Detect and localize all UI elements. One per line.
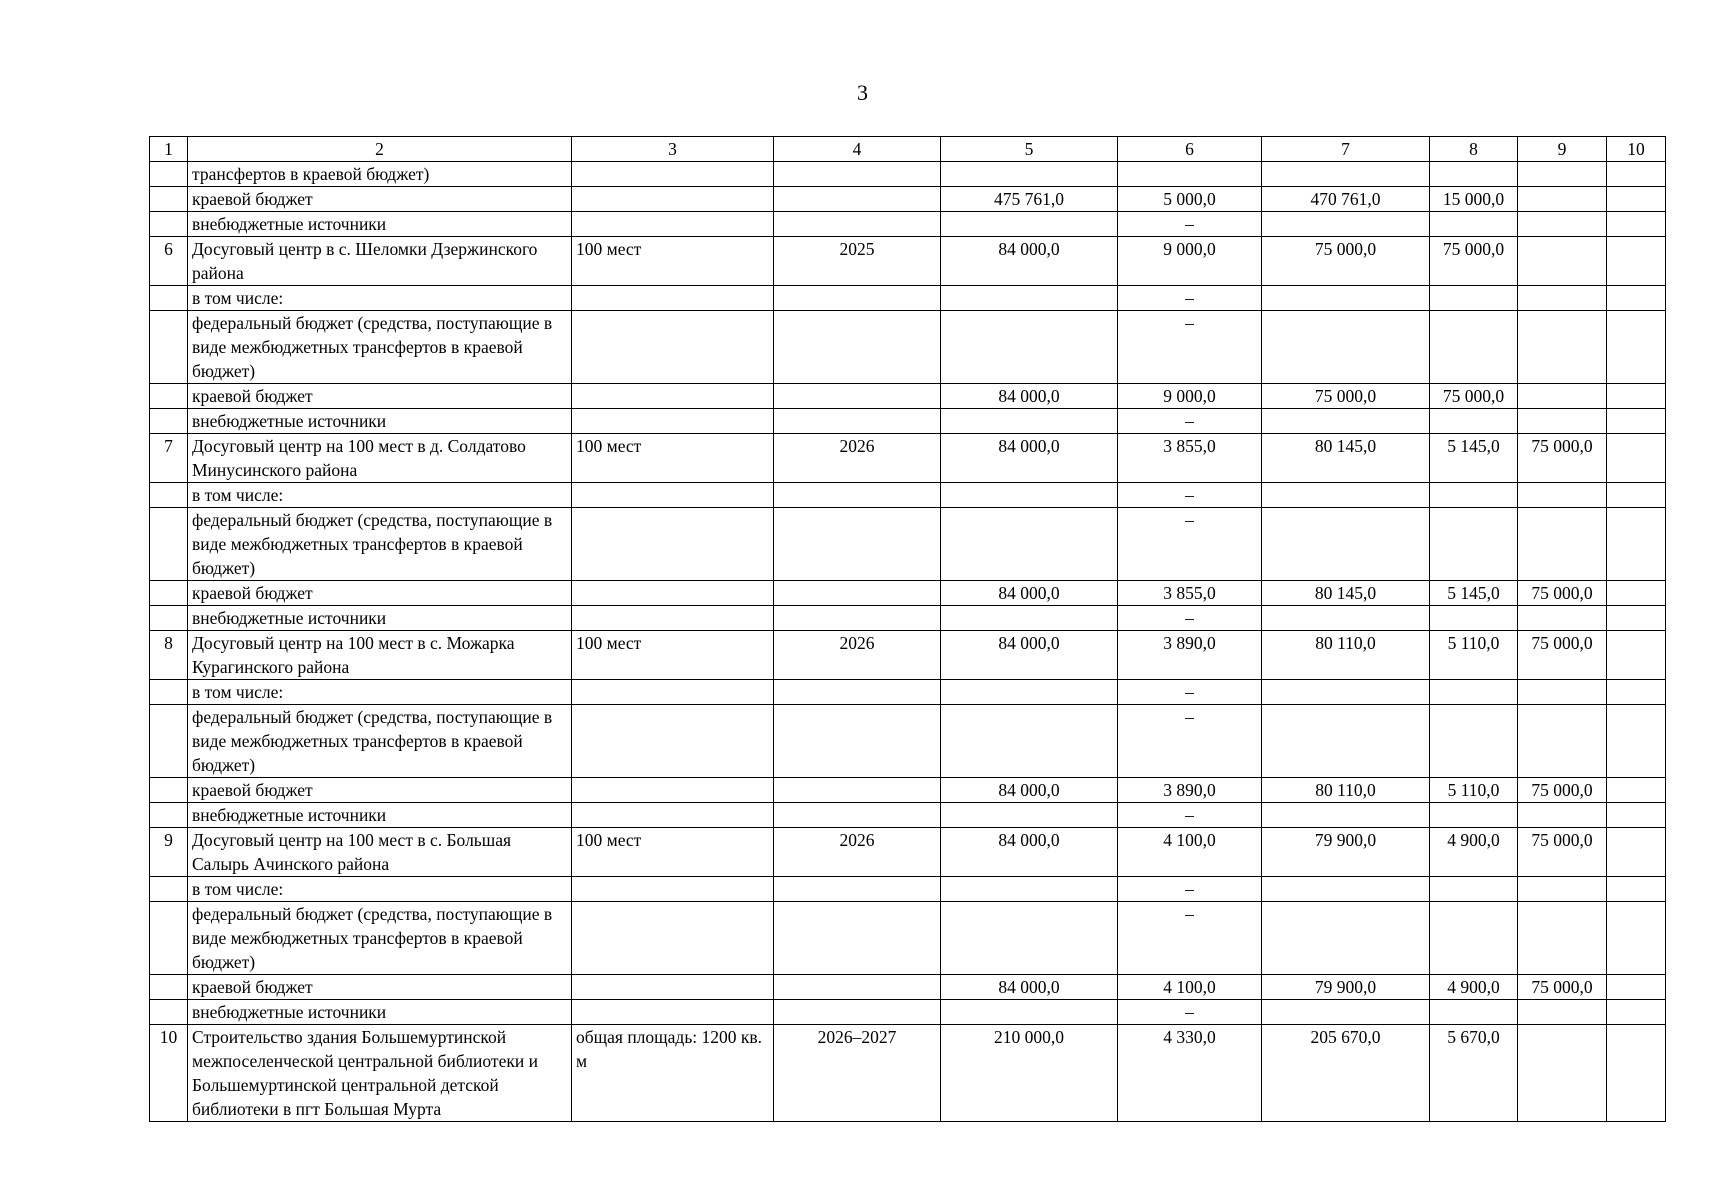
cell-c6: – (1118, 508, 1262, 581)
cell-c5 (941, 606, 1118, 631)
cell-c1 (150, 778, 188, 803)
cell-c3 (572, 162, 774, 187)
cell-c4 (774, 286, 941, 311)
cell-c10 (1607, 212, 1666, 237)
cell-c5 (941, 409, 1118, 434)
table-row (150, 631, 1666, 680)
cell-c10 (1607, 705, 1666, 778)
cell-c8 (1430, 286, 1518, 311)
cell-c10 (1607, 508, 1666, 581)
cell-c10 (1607, 1025, 1666, 1122)
cell-c4 (774, 902, 941, 975)
cell-c7 (1262, 606, 1430, 631)
cell-c2: в том числе: (188, 286, 572, 311)
table-row (150, 237, 1666, 286)
table-row (150, 680, 1666, 705)
cell-c9 (1518, 508, 1607, 581)
cell-c8 (1430, 483, 1518, 508)
cell-c9: 75 000,0 (1518, 778, 1607, 803)
cell-c6: – (1118, 409, 1262, 434)
cell-c5 (941, 162, 1118, 187)
cell-c5: 84 000,0 (941, 384, 1118, 409)
cell-c6: – (1118, 803, 1262, 828)
cell-c1 (150, 508, 188, 581)
cell-c10 (1607, 384, 1666, 409)
cell-c3 (572, 508, 774, 581)
header-cell-7: 7 (1262, 137, 1430, 162)
table-row (150, 705, 1666, 778)
cell-c2: трансфертов в краевой бюджет) (188, 162, 572, 187)
cell-c3 (572, 187, 774, 212)
cell-c7 (1262, 311, 1430, 384)
cell-c1 (150, 187, 188, 212)
cell-c7: 80 110,0 (1262, 778, 1430, 803)
cell-c10 (1607, 581, 1666, 606)
cell-c10 (1607, 434, 1666, 483)
cell-c4 (774, 803, 941, 828)
cell-c1 (150, 409, 188, 434)
table-row (150, 434, 1666, 483)
cell-c6: 9 000,0 (1118, 384, 1262, 409)
cell-c1 (150, 162, 188, 187)
cell-c8: 75 000,0 (1430, 384, 1518, 409)
cell-c3: 100 мест (572, 434, 774, 483)
cell-c2: федеральный бюджет (средства, поступающие в виде межбюджетных трансфертов в краевой бюджет) (188, 705, 572, 778)
cell-c3: 100 мест (572, 631, 774, 680)
cell-c8 (1430, 680, 1518, 705)
cell-c10 (1607, 902, 1666, 975)
cell-c3 (572, 877, 774, 902)
cell-c8 (1430, 705, 1518, 778)
table-row (150, 1000, 1666, 1025)
cell-c1 (150, 705, 188, 778)
cell-c10 (1607, 237, 1666, 286)
cell-c8 (1430, 162, 1518, 187)
cell-c3 (572, 975, 774, 1000)
cell-c4: 2026 (774, 828, 941, 877)
cell-c4 (774, 975, 941, 1000)
cell-c9 (1518, 483, 1607, 508)
cell-c4 (774, 877, 941, 902)
cell-c9 (1518, 286, 1607, 311)
cell-c3 (572, 606, 774, 631)
cell-c7 (1262, 212, 1430, 237)
cell-c1: 6 (150, 237, 188, 286)
page-number: 3 (857, 80, 868, 105)
cell-c5: 84 000,0 (941, 828, 1118, 877)
cell-c6: – (1118, 705, 1262, 778)
cell-c7 (1262, 902, 1430, 975)
cell-c9: 75 000,0 (1518, 434, 1607, 483)
cell-c8: 5 670,0 (1430, 1025, 1518, 1122)
cell-c10 (1607, 409, 1666, 434)
cell-c2: краевой бюджет (188, 384, 572, 409)
table-row (150, 508, 1666, 581)
cell-c7: 75 000,0 (1262, 384, 1430, 409)
cell-c3 (572, 1000, 774, 1025)
cell-c2: в том числе: (188, 877, 572, 902)
cell-c7: 80 145,0 (1262, 581, 1430, 606)
cell-c4 (774, 680, 941, 705)
cell-c2: краевой бюджет (188, 581, 572, 606)
cell-c4 (774, 212, 941, 237)
cell-c5 (941, 508, 1118, 581)
cell-c3 (572, 409, 774, 434)
cell-c3: 100 мест (572, 828, 774, 877)
cell-c7 (1262, 803, 1430, 828)
cell-c1 (150, 877, 188, 902)
cell-c2: Досуговый центр на 100 мест в с. Можарка Курагинского района (188, 631, 572, 680)
cell-c4 (774, 384, 941, 409)
cell-c5: 84 000,0 (941, 631, 1118, 680)
table-row (150, 483, 1666, 508)
cell-c10 (1607, 311, 1666, 384)
cell-c3: 100 мест (572, 237, 774, 286)
cell-c1 (150, 286, 188, 311)
cell-c3: общая площадь: 1200 кв. м (572, 1025, 774, 1122)
cell-c5: 84 000,0 (941, 581, 1118, 606)
table-row (150, 778, 1666, 803)
cell-c7: 79 900,0 (1262, 975, 1430, 1000)
cell-c6: – (1118, 311, 1262, 384)
cell-c8 (1430, 508, 1518, 581)
cell-c8 (1430, 877, 1518, 902)
table-row (150, 187, 1666, 212)
cell-c6: – (1118, 212, 1262, 237)
cell-c5 (941, 803, 1118, 828)
cell-c6 (1118, 162, 1262, 187)
cell-c3 (572, 680, 774, 705)
cell-c6: 3 855,0 (1118, 434, 1262, 483)
cell-c4 (774, 311, 941, 384)
cell-c6: – (1118, 902, 1262, 975)
cell-c3 (572, 902, 774, 975)
cell-c2: внебюджетные источники (188, 409, 572, 434)
cell-c2: внебюджетные источники (188, 606, 572, 631)
cell-c9 (1518, 237, 1607, 286)
table-row (150, 581, 1666, 606)
cell-c4 (774, 508, 941, 581)
cell-c1 (150, 212, 188, 237)
cell-c6: 4 100,0 (1118, 975, 1262, 1000)
cell-c8: 4 900,0 (1430, 828, 1518, 877)
cell-c6: – (1118, 606, 1262, 631)
table-row (150, 162, 1666, 187)
cell-c1 (150, 680, 188, 705)
cell-c5: 84 000,0 (941, 778, 1118, 803)
cell-c3 (572, 581, 774, 606)
header-cell-3: 3 (572, 137, 774, 162)
cell-c2: внебюджетные источники (188, 212, 572, 237)
cell-c10 (1607, 187, 1666, 212)
cell-c7 (1262, 162, 1430, 187)
cell-c9 (1518, 1000, 1607, 1025)
cell-c5: 84 000,0 (941, 237, 1118, 286)
cell-c7 (1262, 705, 1430, 778)
cell-c1 (150, 384, 188, 409)
cell-c2: краевой бюджет (188, 187, 572, 212)
cell-c2: федеральный бюджет (средства, поступающие в виде межбюджетных трансфертов в краевой бюджет) (188, 508, 572, 581)
cell-c2: краевой бюджет (188, 778, 572, 803)
cell-c5 (941, 286, 1118, 311)
cell-c7: 75 000,0 (1262, 237, 1430, 286)
cell-c9 (1518, 902, 1607, 975)
cell-c10 (1607, 162, 1666, 187)
cell-c8: 5 110,0 (1430, 778, 1518, 803)
cell-c10 (1607, 778, 1666, 803)
cell-c6: 3 890,0 (1118, 778, 1262, 803)
cell-c10 (1607, 631, 1666, 680)
cell-c4 (774, 1000, 941, 1025)
header-cell-9: 9 (1518, 137, 1607, 162)
cell-c5 (941, 902, 1118, 975)
cell-c10 (1607, 828, 1666, 877)
cell-c2: внебюджетные источники (188, 1000, 572, 1025)
cell-c9: 75 000,0 (1518, 828, 1607, 877)
cell-c3 (572, 483, 774, 508)
cell-c10 (1607, 606, 1666, 631)
cell-c2: Досуговый центр в с. Шеломки Дзержинского района (188, 237, 572, 286)
cell-c9 (1518, 162, 1607, 187)
cell-c9 (1518, 187, 1607, 212)
cell-c1: 9 (150, 828, 188, 877)
table-row (150, 975, 1666, 1000)
cell-c5 (941, 877, 1118, 902)
cell-c4 (774, 409, 941, 434)
cell-c5 (941, 1000, 1118, 1025)
cell-c5 (941, 212, 1118, 237)
cell-c10 (1607, 975, 1666, 1000)
table-row (150, 902, 1666, 975)
cell-c9 (1518, 803, 1607, 828)
cell-c7 (1262, 508, 1430, 581)
table-row (150, 828, 1666, 877)
cell-c3 (572, 705, 774, 778)
cell-c2: федеральный бюджет (средства, поступающие в виде межбюджетных трансфертов в краевой бюджет) (188, 311, 572, 384)
cell-c8: 15 000,0 (1430, 187, 1518, 212)
cell-c1 (150, 581, 188, 606)
cell-c2: федеральный бюджет (средства, поступающие в виде межбюджетных трансфертов в краевой бюджет) (188, 902, 572, 975)
cell-c7: 79 900,0 (1262, 828, 1430, 877)
cell-c6: – (1118, 483, 1262, 508)
cell-c6: – (1118, 286, 1262, 311)
cell-c3 (572, 778, 774, 803)
cell-c6: 3 855,0 (1118, 581, 1262, 606)
table-row (150, 384, 1666, 409)
cell-c2: краевой бюджет (188, 975, 572, 1000)
table-row (150, 286, 1666, 311)
cell-c4 (774, 187, 941, 212)
cell-c8: 4 900,0 (1430, 975, 1518, 1000)
table-row (150, 212, 1666, 237)
cell-c8: 5 110,0 (1430, 631, 1518, 680)
cell-c2: Строительство здания Большемуртинской межпоселенческой центральной библиотеки и Большемуртинской центральной детской библиотеки в пгт Большая Мурта (188, 1025, 572, 1122)
cell-c9 (1518, 409, 1607, 434)
cell-c8 (1430, 212, 1518, 237)
cell-c9 (1518, 1025, 1607, 1122)
cell-c9 (1518, 877, 1607, 902)
cell-c9 (1518, 384, 1607, 409)
cell-c8: 5 145,0 (1430, 434, 1518, 483)
cell-c7: 80 110,0 (1262, 631, 1430, 680)
cell-c4 (774, 483, 941, 508)
cell-c1 (150, 975, 188, 1000)
cell-c4 (774, 162, 941, 187)
cell-c8 (1430, 1000, 1518, 1025)
header-cell-4: 4 (774, 137, 941, 162)
cell-c7: 80 145,0 (1262, 434, 1430, 483)
cell-c4: 2026 (774, 631, 941, 680)
cell-c7 (1262, 286, 1430, 311)
cell-c6: – (1118, 680, 1262, 705)
cell-c3 (572, 384, 774, 409)
cell-c9 (1518, 705, 1607, 778)
table-row (150, 1025, 1666, 1122)
cell-c7: 205 670,0 (1262, 1025, 1430, 1122)
cell-c5 (941, 705, 1118, 778)
budget-table (149, 136, 1666, 1122)
cell-c1: 10 (150, 1025, 188, 1122)
cell-c1 (150, 311, 188, 384)
cell-c6: 9 000,0 (1118, 237, 1262, 286)
cell-c8 (1430, 311, 1518, 384)
cell-c4 (774, 581, 941, 606)
cell-c2: внебюджетные источники (188, 803, 572, 828)
cell-c2: в том числе: (188, 680, 572, 705)
cell-c5: 84 000,0 (941, 434, 1118, 483)
table-row (150, 803, 1666, 828)
cell-c1: 8 (150, 631, 188, 680)
header-cell-1: 1 (150, 137, 188, 162)
cell-c9: 75 000,0 (1518, 581, 1607, 606)
cell-c7 (1262, 409, 1430, 434)
cell-c7 (1262, 483, 1430, 508)
header-cell-6: 6 (1118, 137, 1262, 162)
cell-c1 (150, 803, 188, 828)
cell-c4: 2026–2027 (774, 1025, 941, 1122)
cell-c1: 7 (150, 434, 188, 483)
cell-c10 (1607, 877, 1666, 902)
table-row (150, 877, 1666, 902)
cell-c5 (941, 483, 1118, 508)
cell-c8: 5 145,0 (1430, 581, 1518, 606)
cell-c8 (1430, 803, 1518, 828)
header-cell-10: 10 (1607, 137, 1666, 162)
cell-c6: 5 000,0 (1118, 187, 1262, 212)
cell-c3 (572, 311, 774, 384)
cell-c4 (774, 778, 941, 803)
cell-c9: 75 000,0 (1518, 975, 1607, 1000)
cell-c3 (572, 803, 774, 828)
cell-c5: 210 000,0 (941, 1025, 1118, 1122)
cell-c1 (150, 1000, 188, 1025)
cell-c4 (774, 606, 941, 631)
cell-c9: 75 000,0 (1518, 631, 1607, 680)
cell-c9 (1518, 311, 1607, 384)
cell-c10 (1607, 286, 1666, 311)
header-row (150, 137, 1666, 162)
cell-c8 (1430, 606, 1518, 631)
cell-c4 (774, 705, 941, 778)
cell-c7 (1262, 1000, 1430, 1025)
cell-c5: 475 761,0 (941, 187, 1118, 212)
cell-c1 (150, 483, 188, 508)
cell-c5 (941, 311, 1118, 384)
cell-c10 (1607, 1000, 1666, 1025)
cell-c2: в том числе: (188, 483, 572, 508)
cell-c8 (1430, 409, 1518, 434)
header-cell-5: 5 (941, 137, 1118, 162)
cell-c5 (941, 680, 1118, 705)
cell-c4: 2025 (774, 237, 941, 286)
cell-c8 (1430, 902, 1518, 975)
cell-c6: 4 100,0 (1118, 828, 1262, 877)
header-cell-8: 8 (1430, 137, 1518, 162)
cell-c3 (572, 286, 774, 311)
cell-c9 (1518, 606, 1607, 631)
cell-c2: Досуговый центр на 100 мест в д. Солдатово Минусинского района (188, 434, 572, 483)
cell-c3 (572, 212, 774, 237)
cell-c10 (1607, 483, 1666, 508)
cell-c9 (1518, 680, 1607, 705)
cell-c1 (150, 902, 188, 975)
cell-c10 (1607, 680, 1666, 705)
table-row (150, 606, 1666, 631)
cell-c9 (1518, 212, 1607, 237)
cell-c1 (150, 606, 188, 631)
cell-c7 (1262, 680, 1430, 705)
cell-c10 (1607, 803, 1666, 828)
cell-c2: Досуговый центр на 100 мест в с. Большая Салырь Ачинского района (188, 828, 572, 877)
cell-c6: 3 890,0 (1118, 631, 1262, 680)
header-cell-2: 2 (188, 137, 572, 162)
cell-c6: 4 330,0 (1118, 1025, 1262, 1122)
cell-c8: 75 000,0 (1430, 237, 1518, 286)
table-row (150, 409, 1666, 434)
cell-c7 (1262, 877, 1430, 902)
cell-c6: – (1118, 877, 1262, 902)
cell-c4: 2026 (774, 434, 941, 483)
cell-c7: 470 761,0 (1262, 187, 1430, 212)
table-row (150, 311, 1666, 384)
cell-c6: – (1118, 1000, 1262, 1025)
cell-c5: 84 000,0 (941, 975, 1118, 1000)
